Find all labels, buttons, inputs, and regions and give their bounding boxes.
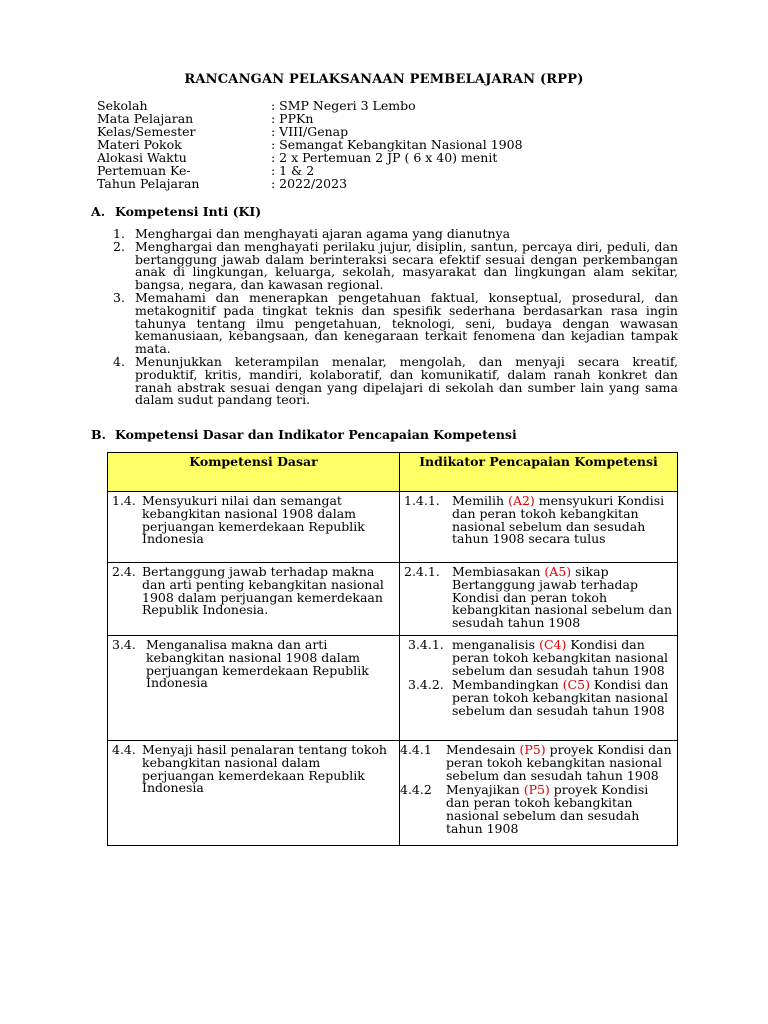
kd-entry <box>112 566 395 617</box>
table-row <box>108 636 678 741</box>
list-number: 4. <box>113 353 125 369</box>
list-number: 2. <box>113 238 125 254</box>
identity-label: Pertemuan Ke- <box>97 163 191 178</box>
identity-value: : 2 x Pertemuan 2 JP ( 6 x 40) menit <box>271 150 498 165</box>
identity-row <box>97 177 523 190</box>
identity-label: Mata Pelajaran <box>97 111 194 126</box>
section-a-heading <box>91 204 261 219</box>
kd-text: Menyaji hasil penalaran tentang tokoh kebangkitan nasional dalam perjuangan kemerdekaan Republik Indonesia <box>142 742 387 796</box>
kd-number: 4.4. <box>112 742 136 757</box>
header-indicator: Indikator Pencapaian Kompetensi <box>400 453 678 492</box>
kd-number: 2.4. <box>112 564 136 579</box>
indicator-rest: sikap Bertanggung jawab terhadap Kondisi dan peran tokoh kebangkitan nasional sebelum dan sesudah tahun 1908 <box>452 564 673 631</box>
identity-value: : PPKn <box>271 111 314 126</box>
identity-label: Kelas/Semester <box>97 124 196 139</box>
indicator-verb: Memilih <box>452 493 509 508</box>
kd-entry <box>112 744 395 795</box>
section-number: A. <box>91 204 106 219</box>
indicator-cell <box>400 636 678 741</box>
ki-list <box>113 228 678 407</box>
indicator-cell <box>400 563 678 636</box>
list-number: 3. <box>113 289 125 305</box>
indicator-code: (A5) <box>544 564 572 579</box>
identity-value: : 1 & 2 <box>271 163 315 178</box>
section-number: B. <box>91 427 106 442</box>
indicator-verb: Membandingkan <box>452 677 563 693</box>
indicator-text <box>446 784 673 835</box>
section-b-heading <box>91 427 517 442</box>
indicator-rest: proyek Kondisi dan peran tokoh kebangkitan nasional sebelum dan sesudah tahun 1908 <box>446 742 672 783</box>
indicator-cell <box>400 492 678 563</box>
list-text: Memahami dan menerapkan pengetahuan faktual, konseptual, prosedural, dan metakognitif pada tingkat teknis dan spesifik sederhana berdasarkan rasa ingin tahunya tentang ilmu pengetahuan, teknologi, seni, budaya dengan wawasan kemanusiaan, kebangsaan, dan kenegaraan terkait fenomena dan kejadian tampak mata. <box>135 289 678 357</box>
section-title: Kompetensi Inti (KI) <box>115 204 262 219</box>
identity-value: : Semangat Kebangkitan Nasional 1908 <box>271 137 523 152</box>
kd-number: 1.4. <box>112 493 136 508</box>
kd-cell <box>108 492 400 563</box>
indicator-code: (P5) <box>519 742 546 757</box>
indicator-text <box>452 566 673 630</box>
list-item <box>113 238 678 293</box>
document-title: RANCANGAN PELAKSANAAN PEMBELAJARAN (RPP) <box>184 72 584 87</box>
identity-label: Materi Pokok <box>97 137 182 152</box>
indicator-item <box>404 639 673 677</box>
indicator-verb: Menyajikan <box>446 782 524 798</box>
indicator-item <box>400 744 673 782</box>
indicator-number: 3.4.1. <box>408 637 444 652</box>
indicator-verb: Mendesain <box>446 742 520 757</box>
indicator-item <box>404 679 673 717</box>
indicator-code: (C4) <box>539 637 567 652</box>
identity-value: : SMP Negeri 3 Lembo <box>271 98 416 113</box>
indicator-rest: mensyukuri Kondisi dan peran tokoh kebangkitan nasional sebelum dan sesudah tahun 1908 secara tulus <box>452 493 665 547</box>
kd-text: Menganalisa makna dan arti kebangkitan nasional 1908 dalam perjuangan kemerdekaan Republik Indonesia <box>146 637 369 691</box>
identity-label: Alokasi Waktu <box>97 150 187 165</box>
indicator-rest: Kondisi dan peran tokoh kebangkitan nasional sebelum dan sesudah tahun 1908 <box>452 677 669 718</box>
indicator-number: 1.4.1. <box>404 493 440 508</box>
indicator-number: 4.4.1 <box>400 742 432 757</box>
indicator-text <box>452 495 673 546</box>
kd-cell <box>108 636 400 741</box>
identity-table <box>97 99 523 190</box>
table-row <box>108 563 678 636</box>
kd-text: Bertanggung jawab terhadap makna dan arti penting kebangkitan nasional 1908 dalam perjuangan kemerdekaan Republik Indonesia. <box>142 564 384 618</box>
indicator-number: 2.4.1. <box>404 564 440 579</box>
table-row <box>108 741 678 846</box>
identity-label: Tahun Pelajaran <box>97 176 200 191</box>
list-text: Menghargai dan menghayati perilaku jujur, disiplin, santun, percaya diri, peduli, dan bertanggung jawab dalam berinteraksi secara efektif sesuai dengan perkembangan anak di lingkungan, keluarga, sekolah, masyarakat dan lingkungan alam sekitar, bangsa, negara, dan kawasan regional. <box>135 238 678 293</box>
identity-value: : 2022/2023 <box>271 176 348 191</box>
kd-text: Mensyukuri nilai dan semangat kebangkitan nasional 1908 dalam perjuangan kemerdekaan Republik Indonesia <box>142 493 365 547</box>
indicator-number: 3.4.2. <box>408 677 444 693</box>
indicator-rest: Kondisi dan peran tokoh kebangkitan nasional sebelum dan sesudah tahun 1908 <box>452 637 669 678</box>
identity-label: Sekolah <box>97 98 148 113</box>
table-header-row <box>108 453 678 492</box>
indicator-code: (A2) <box>508 493 535 508</box>
indicator-verb: menganalisis <box>452 637 540 652</box>
indicator-cell <box>400 741 678 846</box>
kd-entry <box>112 495 395 546</box>
indicator-code: (C5) <box>562 677 590 693</box>
list-text: Menunjukkan keterampilan menalar, mengolah, dan menyaji secara kreatif, produktif, kritis, mandiri, kolaboratif, dan komunikatif, dalam ranah konkret dan ranah abstrak sesuai dengan yang dipelajari di sekolah dan sumber lain yang sama dalam sudut pandang teori. <box>135 353 678 408</box>
list-text: Menghargai dan menghayati ajaran agama yang dianutnya <box>135 226 511 241</box>
indicator-number: 4.4.2 <box>400 782 432 798</box>
kd-cell <box>108 741 400 846</box>
indicator-rest: proyek Kondisi dan peran tokoh kebangkitan nasional sebelum dan sesudah tahun 1908 <box>446 782 649 836</box>
section-title: Kompetensi Dasar dan Indikator Pencapaian Kompetensi <box>115 427 517 442</box>
kd-table <box>107 452 678 846</box>
indicator-item <box>400 784 673 835</box>
kd-entry <box>112 639 395 690</box>
list-item <box>113 353 678 408</box>
indicator-text <box>452 639 673 677</box>
header-kd: Kompetensi Dasar <box>108 453 400 492</box>
identity-value: : VIII/Genap <box>271 124 349 139</box>
list-number: 1. <box>113 226 125 241</box>
indicator-text <box>446 744 673 782</box>
indicator-text <box>452 679 673 717</box>
indicator-verb: Membiasakan <box>452 564 545 579</box>
table-row <box>108 492 678 563</box>
indicator-item <box>404 566 673 630</box>
kd-number: 3.4. <box>112 637 136 652</box>
indicator-code: (P5) <box>523 782 550 798</box>
indicator-item <box>404 495 673 546</box>
kd-cell <box>108 563 400 636</box>
list-item <box>113 289 678 357</box>
